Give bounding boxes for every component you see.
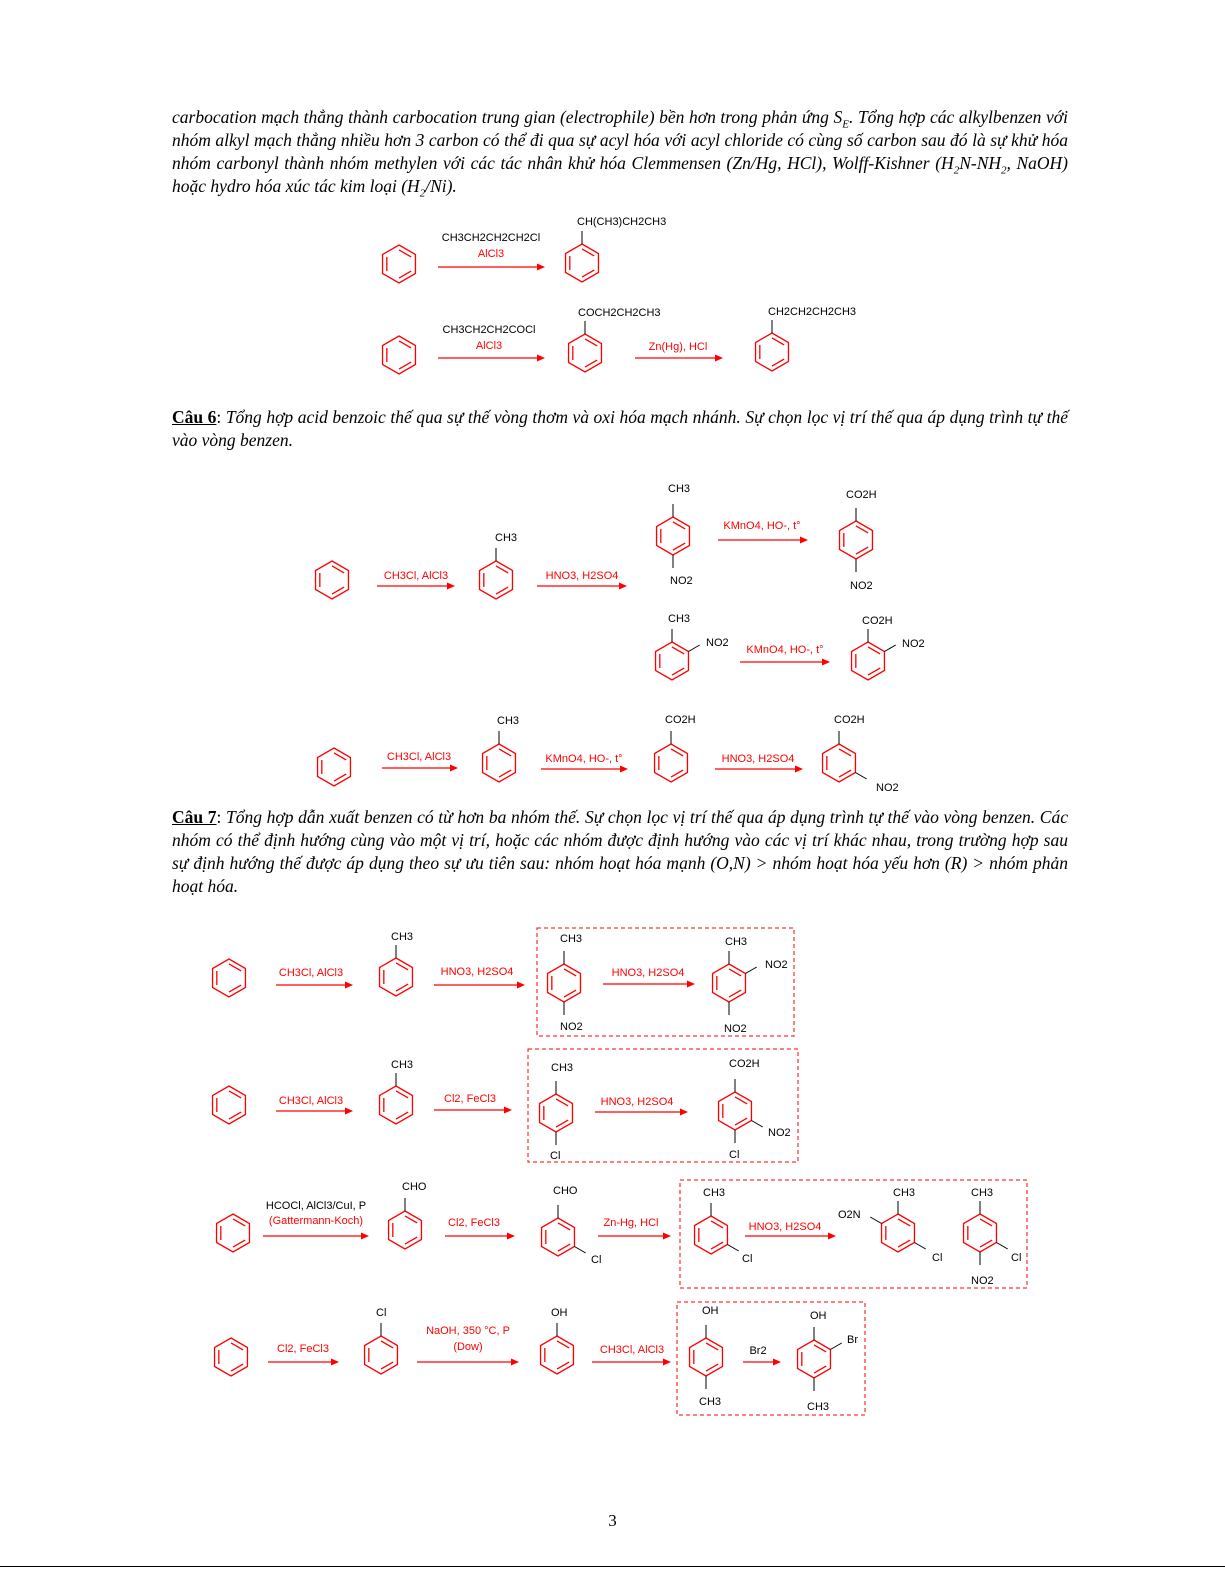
- reagent-label: HNO3, H2SO4: [721, 753, 795, 765]
- reaction-arrow: [377, 583, 455, 590]
- cau6-text: Tổng hợp acid benzoic thế qua sự thế vòng thơm và oxi hóa mạch nhánh. Sự chọn lọc vị trí thế qua áp dụng trình tự thế vào vòng benzen.: [172, 407, 1068, 450]
- nitro-label: NO2: [670, 575, 693, 587]
- nitro-label: NO2: [724, 1023, 747, 1035]
- dinitrotoluene: [713, 951, 757, 1015]
- cau7-text: Tổng hợp dẫn xuất benzen có từ hơn ba nhóm thế. Sự chọn lọc vị trí thế qua áp dụng trình tự thế vào vòng benzen. Các nhóm có thể định hướng cùng vào một vị trí, hoặc các nhóm được định hướng vào các vị trí khác nhau, trong trường hợp sau sự định hướng thế được áp dụng theo sự ưu tiên sau: nhóm hoạt hóa mạnh (O,N) > nhóm hoạt hóa yếu hơn (R) > nhóm phản hoạt hóa.: [172, 807, 1068, 896]
- ring-hexagon: [213, 1086, 246, 1124]
- arrow-head: [687, 981, 695, 988]
- methyl-label: CH3: [391, 931, 414, 943]
- p-nitrotoluene: [548, 951, 581, 1015]
- ring-hexagon: [217, 1214, 250, 1252]
- carboxyl-label: CO2H: [846, 489, 877, 501]
- substituent-label: COCH2CH2CH3: [578, 307, 661, 319]
- reagent-label: Br2: [749, 1345, 767, 1357]
- methyl-label: CH3: [893, 1187, 916, 1199]
- o-nitrotoluene: [656, 629, 700, 680]
- ring-hexagon: [964, 1214, 997, 1252]
- benzene-ring: [318, 748, 351, 786]
- intro-text-3: N-NH: [959, 153, 1001, 173]
- catalyst-label: AlCl3: [475, 340, 503, 352]
- reagent-label: Cl2, FeCl3: [277, 1343, 329, 1355]
- arrow-head: [537, 355, 545, 362]
- reaction-arrow: [592, 1359, 671, 1366]
- butyrophenone: [569, 321, 602, 372]
- ring-hexagon: [383, 336, 416, 374]
- chloro-label: Cl: [591, 1254, 602, 1266]
- reagent-label: CH3Cl, AlCl3: [278, 1095, 344, 1107]
- benzene-ring: [217, 1214, 250, 1252]
- cau6-paragraph: Câu 6: Tổng hợp acid benzoic thế qua sự thế vòng thơm và oxi hóa mạch nhánh. Sự chọn lọc vị trí thế qua áp dụng trình tự thế vào vòng benzen.: [172, 407, 1068, 450]
- reaction-arrow: [438, 355, 545, 362]
- intro-sub-2c: 2: [419, 187, 426, 200]
- methyl-label: CH3: [703, 1187, 726, 1199]
- p-chlorotoluene: [540, 1081, 573, 1145]
- benzoic-acid: [655, 731, 688, 782]
- nitro-label: NO2: [560, 1021, 583, 1033]
- ring-hexagon: [756, 333, 789, 371]
- arrow-head: [447, 583, 455, 590]
- substituent-bond: [870, 1217, 881, 1224]
- arrow-head: [663, 1359, 671, 1366]
- m-chlorotoluene: [695, 1203, 739, 1254]
- p-cresol: [690, 1325, 723, 1389]
- page-bottom-rule: [0, 1566, 1225, 1567]
- carboxyl-label: CO2H: [862, 615, 893, 627]
- ring-hexagon: [383, 245, 416, 283]
- benzene-ring: [383, 336, 416, 374]
- carboxyl-label: CO2H: [729, 1058, 760, 1070]
- nitro-label: NO2: [768, 1127, 791, 1139]
- reagent-label: (Dow): [453, 1341, 483, 1353]
- benzene-ring: [215, 1338, 248, 1376]
- reagent-label: CH3CH2CH2CH2Cl: [441, 232, 541, 244]
- aldehyde-label: CHO: [553, 1185, 578, 1197]
- bromo-label: Br: [847, 1334, 858, 1346]
- ring-hexagon: [548, 964, 581, 1002]
- reagent-label: Cl2, FeCl3: [448, 1217, 500, 1229]
- ring-hexagon: [655, 744, 688, 782]
- cau7-label: Câu 7: [172, 807, 217, 827]
- arrow-head: [828, 1233, 836, 1240]
- chloro-nitrotoluene: [964, 1201, 1008, 1265]
- chloro-label: Cl: [550, 1150, 561, 1162]
- substituent-label: CH(CH3)CH2CH3: [577, 216, 667, 228]
- ring-hexagon: [389, 1211, 422, 1249]
- reaction-arrow: [263, 1233, 369, 1240]
- reaction-arrow: [537, 583, 627, 590]
- ring-hexagon: [695, 1216, 728, 1254]
- ring-hexagon: [480, 561, 513, 599]
- substituent-bond: [727, 1245, 738, 1252]
- methyl-label: CH3: [971, 1187, 994, 1199]
- sec-butylbenzene: [566, 231, 599, 282]
- nitro-label: NO2: [850, 580, 873, 592]
- ring-hexagon: [690, 1338, 723, 1376]
- methyl-label: CH3: [551, 1062, 574, 1074]
- p-nitrotoluene: [657, 504, 690, 568]
- page-number: 3: [608, 1511, 617, 1530]
- methyl-label: CH3: [725, 936, 748, 948]
- methyl-label: CH3: [807, 1401, 830, 1413]
- methyl-label: CH3: [699, 1396, 722, 1408]
- m-chlorobenzaldehyde: [542, 1205, 586, 1256]
- methyl-label: CH3: [497, 715, 520, 727]
- chloro-nitrobenzoic-acid: [719, 1079, 763, 1143]
- ring-hexagon: [656, 642, 689, 680]
- cau7-paragraph: Câu 7: Tổng hợp dẫn xuất benzen có từ hơn ba nhóm thế. Sự chọn lọc vị trí thế qua áp dụng trình tự thế vào vòng benzen. Các nhóm có thể định hướng cùng vào một vị trí, hoặc các nhóm được định hướng vào các vị trí khác nhau, trong trường hợp sau sự định hướng thế được áp dụng theo sự ưu tiên sau: nhóm hoạt hóa mạnh (O,N) > nhóm hoạt hóa yếu hơn (R) > nhóm phản hoạt hóa.: [172, 807, 1068, 896]
- toluene: [380, 945, 413, 996]
- arrow-head: [511, 1359, 519, 1366]
- hydroxyl-label: OH: [702, 1305, 719, 1317]
- reagent-label: CH3Cl, AlCl3: [278, 967, 344, 979]
- substituent-bond: [751, 1121, 762, 1128]
- ring-hexagon: [840, 521, 873, 559]
- reagent-label: Zn(Hg), HCl: [648, 341, 708, 353]
- arrow-head: [773, 1359, 781, 1366]
- ring-hexagon: [483, 744, 516, 782]
- nitro-label: NO2: [765, 959, 788, 971]
- intro-text-1: carbocation mạch thẳng thành carbocation trung gian (electrophile) bền hơn trong phản ứng S: [172, 107, 843, 127]
- ring-hexagon: [318, 748, 351, 786]
- nitro-label: O2N: [838, 1209, 861, 1221]
- ring-hexagon: [365, 1336, 398, 1374]
- reaction-arrow: [434, 982, 525, 989]
- arrow-head: [715, 355, 723, 362]
- bromo-cresol: [798, 1327, 842, 1391]
- reaction-arrow: [718, 537, 808, 544]
- reagent-label: HNO3, H2SO4: [545, 570, 619, 582]
- reagent-label: HNO3, H2SO4: [600, 1096, 674, 1108]
- ring-hexagon: [540, 1094, 573, 1132]
- ring-hexagon: [657, 517, 690, 555]
- ring-hexagon: [566, 244, 599, 282]
- ring-hexagon: [380, 1086, 413, 1124]
- chlorobenzene: [365, 1323, 398, 1374]
- arrow-head: [620, 766, 628, 773]
- cau6-label: Câu 6: [172, 407, 217, 427]
- reaction-arrow: [276, 982, 353, 989]
- intro-text-5: /Ni).: [425, 176, 457, 196]
- catalyst-label: AlCl3: [477, 248, 505, 260]
- reaction-arrow: [438, 264, 545, 271]
- reagent-label: Zn-Hg, HCl: [603, 1217, 659, 1229]
- reaction-arrow: [382, 765, 458, 772]
- benzaldehyde: [389, 1198, 422, 1249]
- ring-hexagon: [213, 959, 246, 997]
- reagent-label: KMnO4, HO-, t°: [746, 644, 824, 656]
- m-nitrobenzoic-acid: [823, 731, 867, 782]
- reagent-label: CH3Cl, AlCl3: [383, 570, 449, 582]
- reagent-label: CH3Cl, AlCl3: [386, 751, 452, 763]
- reaction-arrow: [268, 1359, 339, 1366]
- substituent-bond: [574, 1247, 585, 1254]
- reaction-arrow: [745, 1233, 836, 1240]
- nitro-label: NO2: [971, 1275, 994, 1287]
- intro-sub-e: E: [842, 118, 849, 131]
- chloro-label: Cl: [1011, 1252, 1022, 1264]
- toluene: [380, 1073, 413, 1124]
- reagent-label: HCOCl, AlCl3/CuI, P: [265, 1200, 367, 1212]
- methyl-label: CH3: [560, 933, 583, 945]
- reaction-arrow: [541, 766, 628, 773]
- arrow-head: [517, 982, 525, 989]
- reagent-label: NaOH, 350 °C, P: [426, 1325, 510, 1337]
- ring-hexagon: [380, 958, 413, 996]
- arrow-head: [619, 583, 627, 590]
- intro-sub-2b: 2: [1001, 164, 1007, 177]
- reagent-label: (Gattermann-Koch): [268, 1215, 364, 1227]
- reagent-label: HNO3, H2SO4: [440, 966, 514, 978]
- chloro-label: Cl: [729, 1149, 740, 1161]
- reaction-arrow: [595, 1109, 688, 1116]
- intro-sub-2a: 2: [953, 164, 960, 177]
- substituent-label: CH2CH2CH2CH3: [768, 306, 857, 318]
- arrow-head: [331, 1359, 339, 1366]
- reagent-label: HNO3, H2SO4: [748, 1221, 822, 1233]
- substituent-bond: [688, 645, 699, 652]
- nitro-label: NO2: [706, 637, 729, 649]
- nitro-label: NO2: [876, 782, 899, 794]
- reagent-label: Cl2, FeCl3: [444, 1093, 496, 1105]
- arrow-head: [795, 766, 803, 773]
- chloro-label: Cl: [932, 1252, 943, 1264]
- phenol: [541, 1323, 574, 1374]
- p-nitrobenzoic-acid: [840, 508, 873, 572]
- carboxyl-label: CO2H: [834, 714, 865, 726]
- o-nitrobenzoic-acid: [852, 629, 896, 680]
- arrow-head: [345, 1108, 353, 1115]
- substituent-bond: [884, 645, 895, 652]
- chloro-label: Cl: [742, 1253, 753, 1265]
- arrow-head: [822, 659, 830, 666]
- chloro-nitrotoluene: [870, 1201, 925, 1252]
- ring-hexagon: [798, 1340, 831, 1378]
- intro-text-4: , NaOH) hoặc hydro hóa xúc tác kim loại (H: [172, 153, 1068, 196]
- reagent-label: KMnO4, HO-, t°: [545, 753, 623, 765]
- carboxyl-label: CO2H: [665, 714, 696, 726]
- chloro-label: Cl: [376, 1307, 387, 1319]
- arrow-head: [680, 1109, 688, 1116]
- ring-hexagon: [541, 1336, 574, 1374]
- substituent-bond: [914, 1243, 925, 1250]
- reaction-arrow: [276, 1108, 353, 1115]
- arrow-head: [507, 1233, 515, 1240]
- reaction-arrow: [603, 981, 695, 988]
- substituent-bond: [855, 773, 866, 780]
- intro-text-2: . Tổng hợp các alkylbenzen với nhóm alkyl mạch thẳng nhiều hơn 3 carbon có thể đi qua sự acyl hóa với acyl chloride có cùng số carbon sau đó là sự khử hóa nhóm carbonyl thành nhóm methylen với các tác nhân khử hóa Clemmensen (Zn/Hg, HCl), Wolff-Kishner (H: [172, 107, 1068, 173]
- ring-hexagon: [316, 561, 349, 599]
- arrow-head: [537, 264, 545, 271]
- reagent-label: CH3Cl, AlCl3: [599, 1344, 665, 1356]
- toluene: [483, 731, 516, 782]
- aldehyde-label: CHO: [402, 1181, 427, 1193]
- reaction-arrow: [635, 355, 723, 362]
- benzene-ring: [213, 959, 246, 997]
- arrow-head: [504, 1107, 512, 1114]
- arrow-head: [800, 537, 808, 544]
- reagent-label: CH3CH2CH2COCl: [442, 324, 536, 336]
- reagent-label: KMnO4, HO-, t°: [723, 520, 801, 532]
- scheme-alkylation: [0, 210, 1225, 385]
- scheme-benzoic-acid: [0, 470, 1225, 800]
- ring-hexagon: [852, 642, 885, 680]
- substituent-bond: [830, 1343, 841, 1350]
- methyl-label: CH3: [668, 483, 691, 495]
- methyl-label: CH3: [495, 532, 518, 544]
- arrow-head: [663, 1233, 671, 1240]
- benzene-ring: [316, 561, 349, 599]
- arrow-head: [450, 765, 458, 772]
- toluene: [480, 548, 513, 599]
- scheme-polysubstituted: [0, 920, 1225, 1430]
- benzene-ring: [213, 1086, 246, 1124]
- reaction-arrow: [598, 1233, 671, 1240]
- reaction-arrow: [445, 1233, 515, 1240]
- intro-paragraph: [172, 106, 1068, 198]
- ring-hexagon: [713, 964, 746, 1002]
- hydroxyl-label: OH: [551, 1307, 568, 1319]
- reagent-label: HNO3, H2SO4: [611, 967, 685, 979]
- reaction-arrow: [715, 766, 803, 773]
- methyl-label: CH3: [391, 1059, 414, 1071]
- reaction-arrow: [417, 1359, 519, 1366]
- ring-hexagon: [569, 334, 602, 372]
- hydroxyl-label: OH: [810, 1310, 827, 1322]
- reaction-arrow: [434, 1107, 512, 1114]
- methyl-label: CH3: [668, 613, 691, 625]
- ring-hexagon: [823, 744, 856, 782]
- butylbenzene: [756, 320, 789, 371]
- substituent-bond: [996, 1243, 1007, 1250]
- nitro-label: NO2: [902, 638, 925, 650]
- ring-hexagon: [542, 1218, 575, 1256]
- benzene-ring: [383, 245, 416, 283]
- substituent-bond: [745, 967, 756, 974]
- ring-hexagon: [215, 1338, 248, 1376]
- ring-hexagon: [719, 1092, 752, 1130]
- arrow-head: [361, 1233, 369, 1240]
- reaction-arrow: [743, 1359, 781, 1366]
- reaction-arrow: [740, 659, 830, 666]
- ring-hexagon: [882, 1214, 915, 1252]
- arrow-head: [345, 982, 353, 989]
